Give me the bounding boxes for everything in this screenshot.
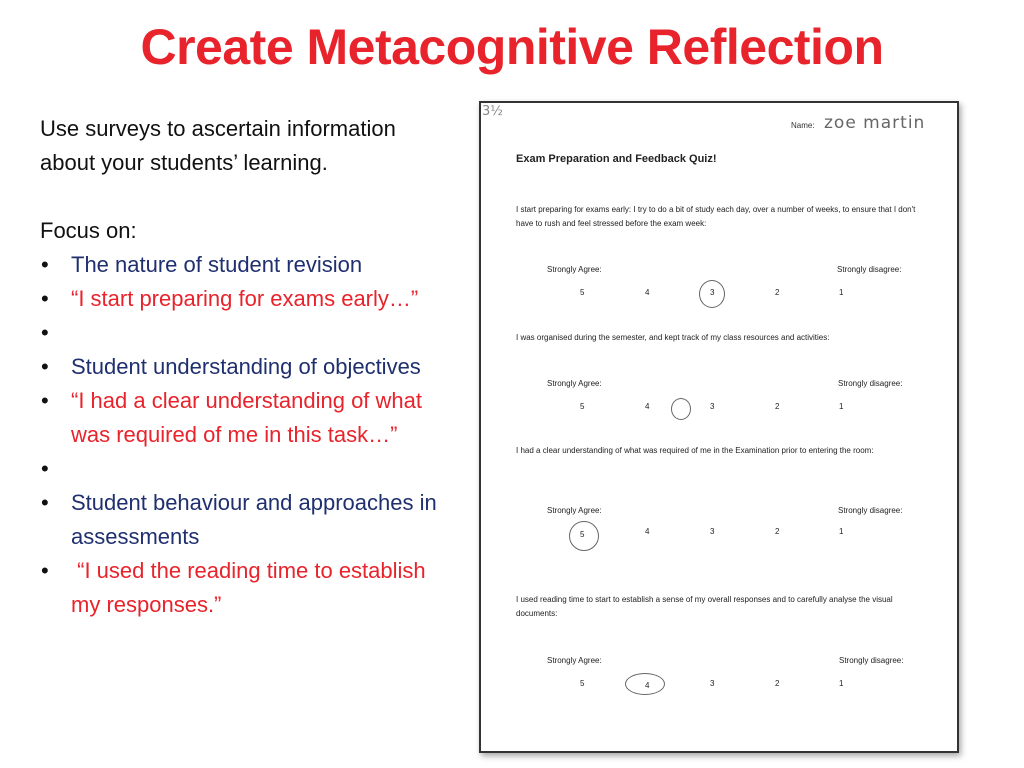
q2-disagree-label: Strongly disagree:: [838, 379, 903, 388]
q3-scale-4: 4: [645, 527, 650, 536]
q3-disagree-label: Strongly disagree:: [838, 506, 903, 515]
quote-bullet-reading-time: • “I used the reading time to establish my responses.”: [40, 554, 450, 622]
q4-scale-2: 2: [775, 679, 780, 688]
q3-scale-2: 2: [775, 527, 780, 536]
q2-scale-2: 2: [775, 402, 780, 411]
handwritten-name: zoe martin: [824, 113, 926, 133]
spacer: [40, 180, 450, 214]
q1-scale-3: 3: [710, 288, 715, 297]
q4-scale-4: 4: [645, 681, 650, 690]
focus-list: [40, 248, 450, 622]
q1-scale-4: 4: [645, 288, 650, 297]
q2-answer-circle: [671, 398, 691, 420]
q4-scale-3: 3: [710, 679, 715, 688]
q4-agree-label: Strongly Agree:: [547, 656, 602, 665]
question-2-text: I was organised during the semester, and kept track of my class resources and activities:: [516, 333, 830, 342]
quote-bullet-understanding: • “I had a clear understanding of what was required of me in this task…”: [40, 384, 450, 452]
quote-bullet-preparing: • “I start preparing for exams early…”: [40, 282, 450, 316]
q2-agree-label: Strongly Agree:: [547, 379, 602, 388]
q1-scale-1: 1: [839, 288, 844, 297]
handwritten-score: 3½: [482, 104, 503, 119]
q2-scale-1: 1: [839, 402, 844, 411]
intro-text: Use surveys to ascertain information about your students’ learning.: [40, 116, 396, 175]
focus-bullet-behaviour: • Student behaviour and approaches in assessments: [40, 486, 450, 554]
q3-scale-3: 3: [710, 527, 715, 536]
survey-worksheet-image: [479, 101, 959, 753]
q4-scale-5: 5: [580, 679, 585, 688]
q1-scale-2: 2: [775, 288, 780, 297]
spacer: [40, 452, 450, 486]
quiz-title: Exam Preparation and Feedback Quiz!: [516, 153, 717, 165]
q1-scale-5: 5: [580, 288, 585, 297]
left-text-panel: [40, 112, 450, 622]
focus-label: Focus on:: [40, 218, 137, 243]
q4-answer-circle: [625, 673, 665, 695]
q1-agree-label: Strongly Agree:: [547, 265, 602, 274]
question-1-text: I start preparing for exams early: I try to do a bit of study each day, over a number of weeks, to ensure that I don't have to rush and feel stressed before the exam week:: [516, 205, 916, 228]
q2-scale-3: 3: [710, 402, 715, 411]
q3-scale-5: 5: [580, 530, 585, 539]
question-4-text: I used reading time to start to establish a sense of my overall responses and to carefully analyse the visual documents:: [516, 595, 893, 618]
slide-title: Create Metacognitive Reflection: [140, 19, 884, 75]
q2-scale-5: 5: [580, 402, 585, 411]
q1-disagree-label: Strongly disagree:: [837, 265, 902, 274]
focus-bullet-objectives: • Student understanding of objectives: [40, 350, 450, 384]
q2-scale-4: 4: [645, 402, 650, 411]
name-label: Name:: [791, 121, 815, 130]
q3-scale-1: 1: [839, 527, 844, 536]
question-3-text: I had a clear understanding of what was required of me in the Examination prior to entering the room:: [516, 446, 874, 455]
q3-agree-label: Strongly Agree:: [547, 506, 602, 515]
q4-disagree-label: Strongly disagree:: [839, 656, 904, 665]
q1-answer-circle: [699, 280, 725, 308]
q3-answer-circle: [569, 521, 599, 551]
q4-scale-1: 1: [839, 679, 844, 688]
spacer: [40, 316, 450, 350]
focus-bullet-revision: • The nature of student revision: [40, 248, 450, 282]
